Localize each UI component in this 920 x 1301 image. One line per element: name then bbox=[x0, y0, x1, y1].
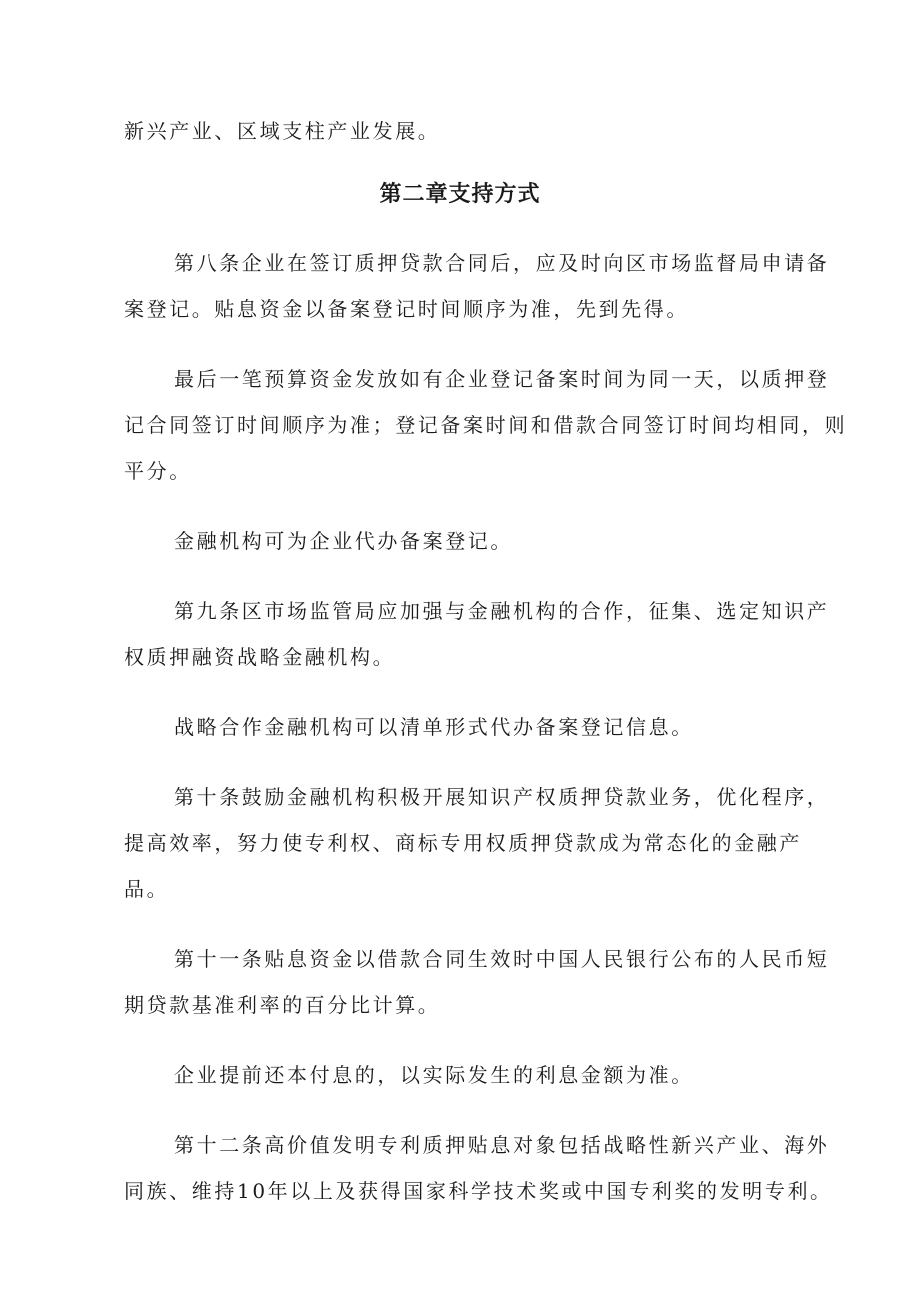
paragraph-line: 第九条区市场监管局应加强与金融机构的合作，征集、选定知识产 bbox=[174, 599, 830, 623]
paragraph-line: 第八条企业在签订质押贷款合同后，应及时向区市场监督局申请备 bbox=[174, 251, 830, 275]
paragraph-line: 同族、维持10年以上及获得国家科学技术奖或中国专利奖的发明专利。 bbox=[124, 1179, 833, 1203]
continuation-line: 新兴产业、区域支柱产业发展。 bbox=[124, 119, 441, 143]
paragraph-line: 最后一笔预算资金发放如有企业登记备案时间为同一天，以质押登 bbox=[174, 367, 830, 391]
chapter-title: 第二章支持方式 bbox=[379, 182, 541, 207]
paragraph-line: 企业提前还本付息的，以实际发生的利息金额为准。 bbox=[174, 1063, 694, 1087]
paragraph-line: 案登记。贴息资金以备案登记时间顺序为准，先到先得。 bbox=[124, 297, 689, 321]
paragraph-line: 第十条鼓励金融机构积极开展知识产权质押贷款业务，优化程序， bbox=[174, 785, 830, 809]
paragraph-line: 权质押融资战略金融机构。 bbox=[124, 645, 396, 669]
paragraph-line: 第十二条高价值发明专利质押贴息对象包括战略性新兴产业、海外 bbox=[174, 1133, 830, 1157]
paragraph-line: 平分。 bbox=[124, 459, 192, 483]
paragraph-line: 记合同签订时间顺序为准；登记备案时间和借款合同签订时间均相同，则 bbox=[124, 413, 848, 437]
paragraph-line: 期贷款基准利率的百分比计算。 bbox=[124, 993, 441, 1017]
paragraph-line: 金融机构可为企业代办备案登记。 bbox=[174, 529, 513, 553]
paragraph-line: 品。 bbox=[124, 877, 170, 901]
paragraph-line: 提高效率，努力使专利权、商标专用权质押贷款成为常态化的金融产 bbox=[124, 831, 802, 855]
paragraph-line: 第十一条贴息资金以借款合同生效时中国人民银行公布的人民币短 bbox=[174, 947, 830, 971]
paragraph-line: 战略合作金融机构可以清单形式代办备案登记信息。 bbox=[174, 715, 694, 739]
